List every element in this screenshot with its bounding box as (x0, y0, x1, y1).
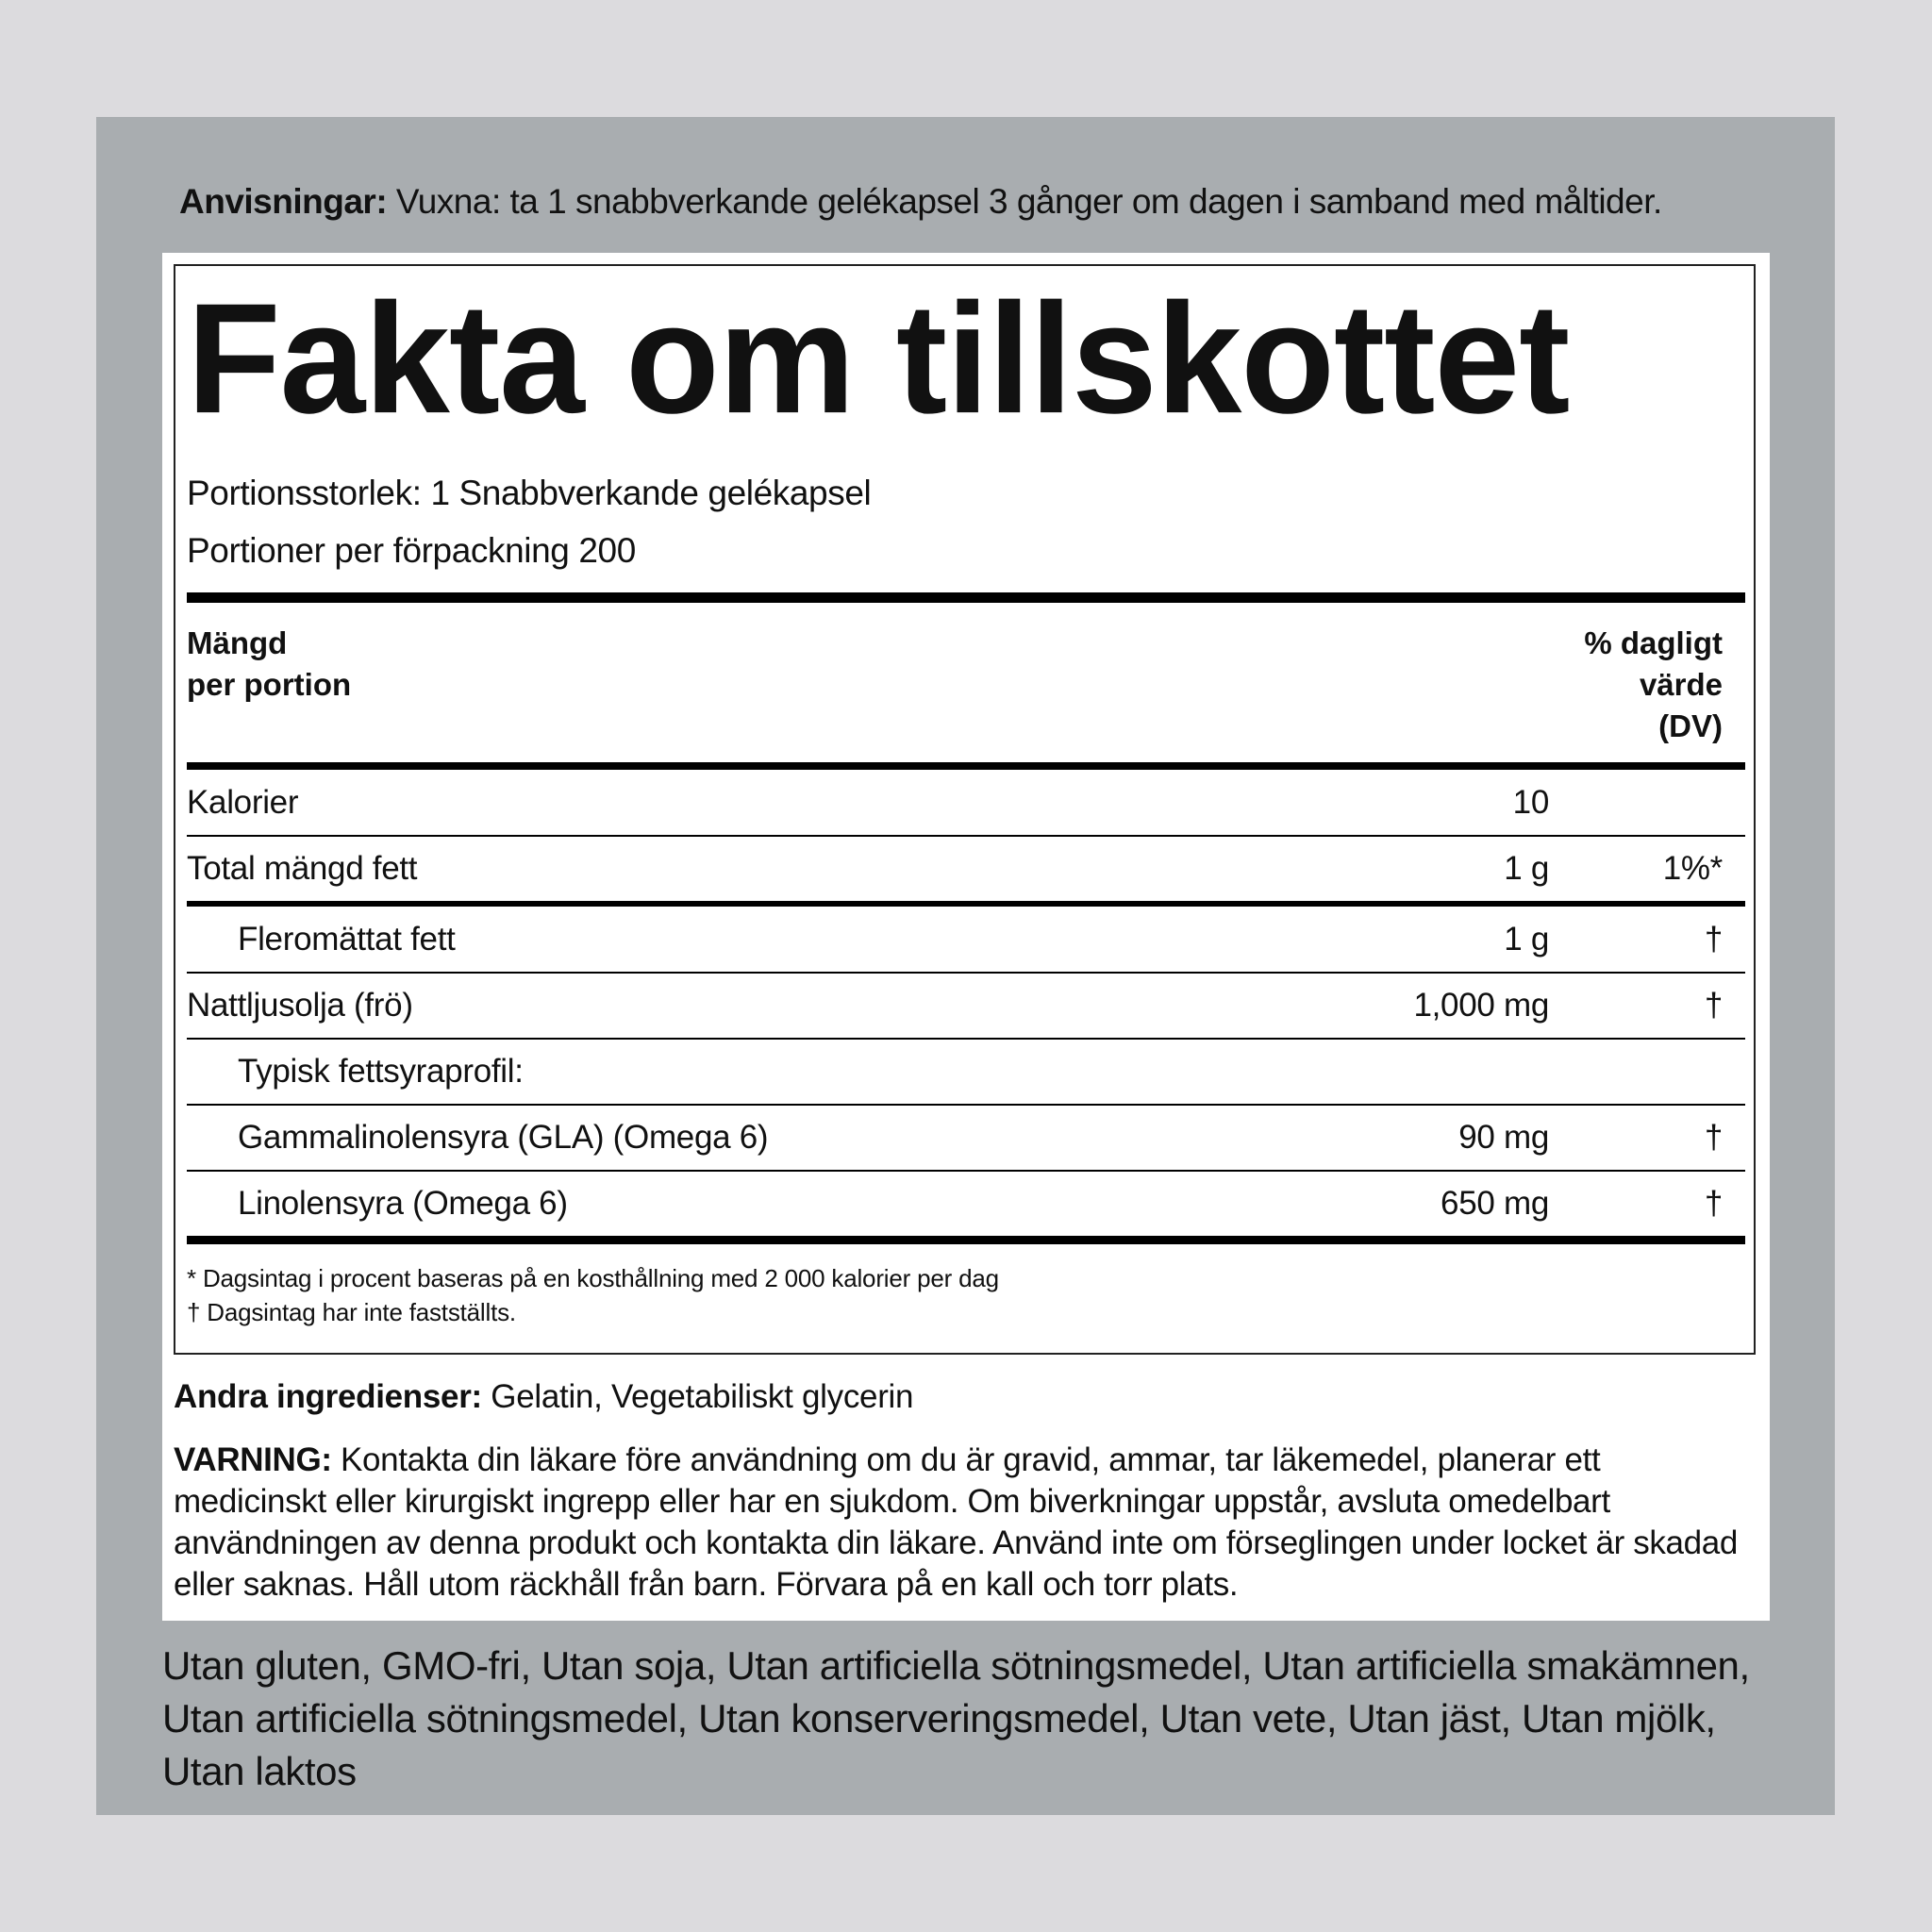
table-row (187, 836, 1745, 902)
warning (174, 1440, 1758, 1606)
nutrient-amount: 1 g (1504, 850, 1549, 887)
header-dv-line3: (DV) (1658, 708, 1723, 743)
nutrient-amount: 1,000 mg (1413, 987, 1549, 1024)
warning-text: Kontakta din läkare före användning om du är gravid, ammar, tar läkemedel, planerar ett medicinskt eller kirurgiskt ingrepp eller har en sjukdom. Om biverkningar uppstår, avsluta omedelbart användningen av denna produkt och kontakta din läkare. Använd inte om förseglingen under locket är skadad eller saknas. Håll utom räckhåll från barn. Förvara på en kall och torr plats. (174, 1441, 1739, 1603)
directions (179, 179, 1783, 225)
footnote-dagger: † Dagsintag har inte fastställts. (187, 1298, 516, 1326)
nutrient-amount: 1 g (1504, 921, 1549, 958)
table-row (187, 770, 1745, 836)
header-dv (1584, 623, 1723, 747)
nutrient-name: Linolensyra (Omega 6) (238, 1185, 568, 1222)
nutrient-name: Total mängd fett (187, 850, 418, 887)
table-row (187, 907, 1745, 973)
table-row (187, 1171, 1745, 1237)
directions-label: Anvisningar: (179, 182, 388, 221)
nutrient-dv: 1%* (1662, 850, 1723, 887)
free-from-claims: Utan gluten, GMO-fri, Utan soja, Utan artificiella sötningsmedel, Utan artificiella smakämnen, Utan artificiella sötningsmedel, Utan konserveringsmedel, Utan vete, Utan jäst, Utan mjölk, Utan laktos (162, 1643, 1750, 1793)
other-ingredients-text: Gelatin, Vegetabiliskt glycerin (481, 1378, 914, 1415)
nutrient-dv: † (1704, 1119, 1723, 1156)
facts-title: Fakta om tillskottet (187, 270, 1570, 446)
table-row (187, 973, 1745, 1039)
servings-per-container: Portioner per förpackning 200 (187, 531, 636, 570)
nutrient-name: Kalorier (187, 784, 299, 821)
nutrient-name: Fleromättat fett (238, 921, 456, 958)
footnote-dv: * Dagsintag i procent baseras på en kosthållning med 2 000 kalorier per dag (187, 1264, 999, 1292)
warning-label: VARNING: (174, 1441, 332, 1478)
header-dv-line2: värde (1639, 667, 1723, 702)
header-dv-line1: % dagligt (1584, 625, 1723, 660)
header-divider (187, 762, 1745, 770)
nutrient-dv: † (1704, 921, 1723, 958)
nutrient-amount: 650 mg (1441, 1185, 1549, 1222)
header-amount-line2: per portion (187, 667, 352, 702)
nutrient-name: Nattljusolja (frö) (187, 987, 413, 1024)
table-row (187, 1105, 1745, 1171)
header-amount (187, 623, 351, 706)
other-ingredients (174, 1375, 1758, 1419)
nutrient-amount: 10 (1512, 784, 1549, 821)
nutrient-name: Gammalinolensyra (GLA) (Omega 6) (238, 1119, 769, 1156)
other-ingredients-label: Andra ingredienser: (174, 1378, 482, 1415)
table-row (187, 1039, 1745, 1105)
header-amount-line1: Mängd (187, 625, 288, 660)
bottom-thick-divider (187, 1236, 1745, 1244)
serving-size: Portionsstorlek: 1 Snabbverkande gelékapsel (187, 474, 872, 512)
nutrient-name: Typisk fettsyraprofil: (238, 1053, 524, 1090)
nutrient-amount: 90 mg (1458, 1119, 1549, 1156)
directions-text: Vuxna: ta 1 snabbverkande gelékapsel 3 gånger om dagen i samband med måltider. (387, 182, 1662, 221)
nutrient-dv: † (1704, 987, 1723, 1024)
nutrient-dv: † (1704, 1185, 1723, 1222)
thick-divider (187, 592, 1745, 603)
